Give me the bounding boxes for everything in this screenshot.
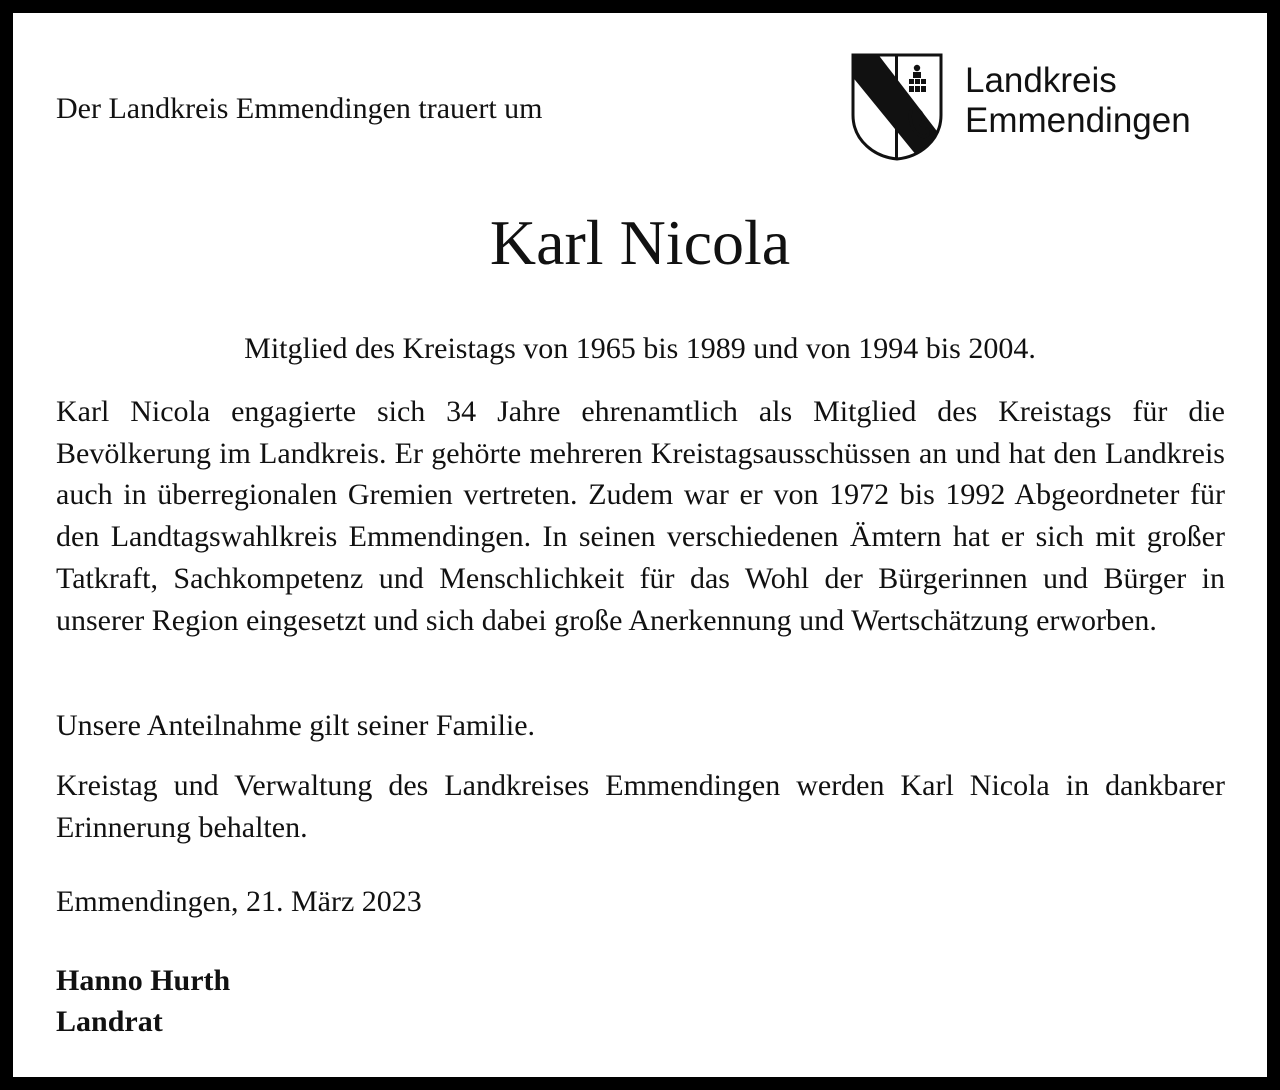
tribute-paragraph: Karl Nicola engagierte sich 34 Jahre ehrenamtlich als Mitglied des Kreistags für die Bevölkerung im Landkreis. Er gehörte mehreren Kreistagsausschüssen an und hat den Landkreis auch in überregionalen Gremien vertreten. Zudem war er von 1972 bis 1992 Abgeordneter für den Landtagswahlkreis Emmendingen. In seinen verschiedenen Ämtern hat er sich mit großer Tatkraft, Sachkompetenz und Menschlichkeit für das Wohl der Bürgerinnen und Bürger in unserer Region eingesetzt und sich dabei große Anerkennung und Wertschätzung erworben. xyxy=(56,395,1225,637)
signer-name: Hanno Hurth xyxy=(56,964,231,997)
coat-of-arms-icon xyxy=(851,53,943,161)
logo-line-emmendingen: Emmendingen xyxy=(965,101,1191,140)
intro-text: Der Landkreis Emmendingen trauert um xyxy=(56,92,543,125)
deceased-name: Karl Nicola xyxy=(489,207,791,278)
district-logo xyxy=(851,53,1231,163)
logo-line-landkreis: Landkreis xyxy=(965,61,1117,100)
logo-wordmark xyxy=(965,61,1191,141)
remembrance-paragraph: Kreistag und Verwaltung des Landkreises Emmendingen werden Karl Nicola in dankbarer Erinnerung behalten. xyxy=(56,769,1225,844)
membership-line: Mitglied des Kreistags von 1965 bis 1989 und von 1994 bis 2004. xyxy=(244,332,1036,365)
condolence-paragraph: Unsere Anteilnahme gilt seiner Familie. xyxy=(56,709,536,742)
place-date: Emmendingen, 21. März 2023 xyxy=(56,885,422,918)
signature-block xyxy=(56,960,230,1042)
signer-title: Landrat xyxy=(56,1005,163,1038)
